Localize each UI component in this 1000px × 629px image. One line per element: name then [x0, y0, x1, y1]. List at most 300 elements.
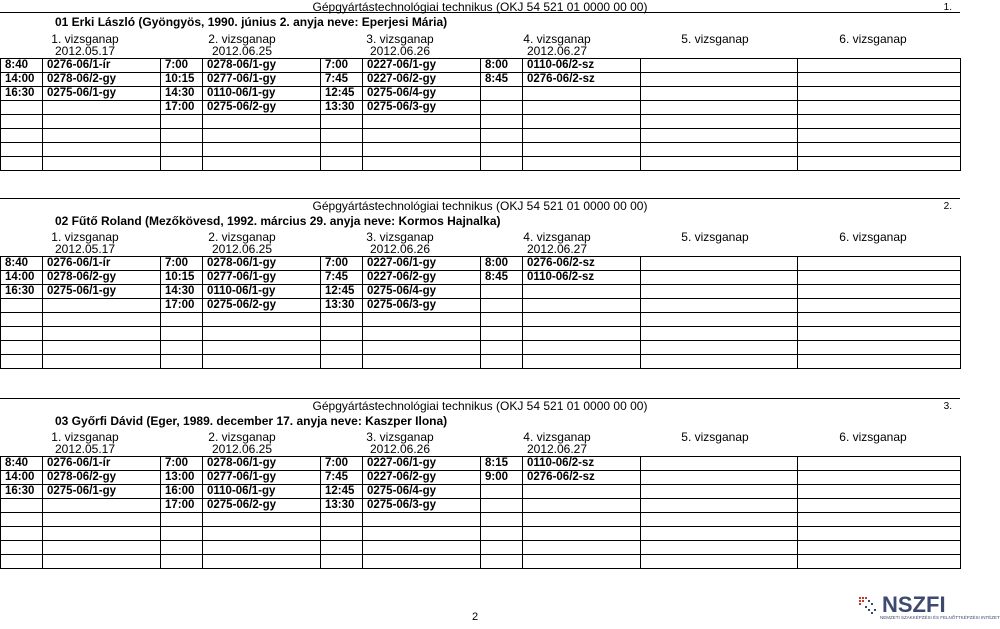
- module-cell: [203, 157, 321, 171]
- divider: [0, 198, 960, 199]
- exam-block: [0, 193, 960, 380]
- exam-day-label: 4. vizsganap: [523, 32, 591, 46]
- module-cell: [798, 157, 961, 171]
- module-cell: [798, 101, 961, 115]
- time-cell: [481, 341, 523, 355]
- time-cell: [161, 513, 203, 527]
- time-cell: 7:00: [161, 457, 203, 471]
- module-cell: [43, 299, 161, 313]
- time-cell: [321, 555, 363, 569]
- module-cell: 0275-06/4-gy: [363, 485, 481, 499]
- time-cell: [641, 143, 798, 157]
- time-cell: [1, 143, 43, 157]
- module-cell: [523, 541, 641, 555]
- nszfi-logo: [858, 592, 1000, 624]
- module-cell: [43, 499, 161, 513]
- time-cell: [481, 285, 523, 299]
- table-row: [1, 327, 961, 341]
- student-name: 01 Erki László (Gyöngyös, 1990. június 2. anyja neve: Eperjesi Mária): [55, 15, 448, 29]
- module-cell: [798, 129, 961, 143]
- time-cell: [641, 257, 798, 271]
- table-row: [1, 457, 961, 471]
- module-cell: [798, 143, 961, 157]
- time-cell: 10:15: [161, 73, 203, 87]
- time-cell: [641, 299, 798, 313]
- time-cell: [641, 457, 798, 471]
- time-cell: [1, 499, 43, 513]
- module-cell: [363, 355, 481, 369]
- time-cell: 8:15: [481, 457, 523, 471]
- time-cell: [481, 157, 523, 171]
- time-cell: [161, 541, 203, 555]
- time-cell: [641, 555, 798, 569]
- module-cell: [798, 355, 961, 369]
- exam-day-date: 2012.06.27: [526, 242, 588, 256]
- time-cell: 8:40: [1, 59, 43, 73]
- module-cell: [523, 101, 641, 115]
- module-cell: 0278-06/1-gy: [203, 457, 321, 471]
- module-cell: [523, 355, 641, 369]
- module-cell: [798, 327, 961, 341]
- time-cell: [321, 115, 363, 129]
- time-cell: [641, 471, 798, 485]
- time-cell: 7:45: [321, 471, 363, 485]
- module-cell: 0275-06/1-gy: [43, 485, 161, 499]
- exam-day-label: 1. vizsganap: [51, 430, 119, 444]
- time-cell: [321, 355, 363, 369]
- block-number: 2.: [943, 201, 952, 212]
- module-cell: 0278-06/1-gy: [203, 59, 321, 73]
- module-cell: 0227-06/2-gy: [363, 471, 481, 485]
- module-cell: [203, 313, 321, 327]
- module-cell: 0275-06/1-gy: [43, 87, 161, 101]
- time-cell: [641, 87, 798, 101]
- divider: [0, 398, 960, 399]
- time-cell: [1, 327, 43, 341]
- time-cell: [641, 285, 798, 299]
- exam-day-label: 2. vizsganap: [208, 230, 276, 244]
- table-row: [1, 555, 961, 569]
- time-cell: [481, 527, 523, 541]
- time-cell: 16:30: [1, 285, 43, 299]
- module-cell: [798, 555, 961, 569]
- time-cell: [481, 87, 523, 101]
- time-cell: [481, 499, 523, 513]
- module-cell: [798, 513, 961, 527]
- exam-day-label: 1. vizsganap: [51, 230, 119, 244]
- time-cell: [641, 101, 798, 115]
- module-cell: [523, 499, 641, 513]
- time-cell: [481, 485, 523, 499]
- module-cell: [798, 271, 961, 285]
- module-cell: [363, 115, 481, 129]
- module-cell: 0276-06/2-sz: [523, 471, 641, 485]
- module-cell: [203, 341, 321, 355]
- time-cell: [321, 527, 363, 541]
- exam-day-label: 5. vizsganap: [681, 230, 749, 244]
- time-cell: [481, 143, 523, 157]
- module-cell: [798, 541, 961, 555]
- module-cell: 0227-06/2-gy: [363, 73, 481, 87]
- time-cell: [1, 341, 43, 355]
- module-cell: 0275-06/1-gy: [43, 285, 161, 299]
- table-row: [1, 313, 961, 327]
- time-cell: 14:00: [1, 73, 43, 87]
- time-cell: 7:45: [321, 271, 363, 285]
- module-cell: [798, 115, 961, 129]
- table-row: [1, 499, 961, 513]
- time-cell: [1, 129, 43, 143]
- module-cell: 0110-06/1-gy: [203, 485, 321, 499]
- module-cell: [43, 313, 161, 327]
- exam-day-date: 2012.05.17: [54, 442, 116, 456]
- exam-day-date: 2012.06.25: [211, 44, 273, 58]
- time-cell: 7:00: [321, 257, 363, 271]
- module-cell: 0276-06/2-sz: [523, 73, 641, 87]
- module-cell: [798, 485, 961, 499]
- module-cell: [363, 341, 481, 355]
- module-cell: [523, 115, 641, 129]
- time-cell: [641, 129, 798, 143]
- module-cell: [798, 471, 961, 485]
- time-cell: 13:30: [321, 299, 363, 313]
- time-cell: [161, 157, 203, 171]
- time-cell: 8:45: [481, 271, 523, 285]
- time-cell: 14:00: [1, 471, 43, 485]
- module-cell: [523, 285, 641, 299]
- module-cell: [798, 313, 961, 327]
- time-cell: [1, 115, 43, 129]
- table-row: [1, 257, 961, 271]
- time-cell: 17:00: [161, 299, 203, 313]
- time-cell: [481, 327, 523, 341]
- module-cell: [798, 341, 961, 355]
- module-cell: [523, 129, 641, 143]
- module-cell: 0275-06/2-gy: [203, 101, 321, 115]
- module-cell: [203, 327, 321, 341]
- time-cell: 17:00: [161, 101, 203, 115]
- module-cell: 0227-06/1-gy: [363, 257, 481, 271]
- schedule-table: [0, 456, 961, 569]
- exam-day-label: 5. vizsganap: [681, 430, 749, 444]
- time-cell: 8:00: [481, 257, 523, 271]
- module-cell: [43, 541, 161, 555]
- module-cell: [43, 555, 161, 569]
- exam-day-date: 2012.06.27: [526, 442, 588, 456]
- time-cell: [641, 327, 798, 341]
- module-cell: [363, 313, 481, 327]
- module-cell: 0110-06/1-gy: [203, 87, 321, 101]
- time-cell: [641, 541, 798, 555]
- table-row: [1, 271, 961, 285]
- time-cell: 8:00: [481, 59, 523, 73]
- time-cell: [1, 101, 43, 115]
- module-cell: 0275-06/2-gy: [203, 299, 321, 313]
- table-row: [1, 73, 961, 87]
- time-cell: [481, 541, 523, 555]
- time-cell: 7:00: [161, 257, 203, 271]
- time-cell: 8:40: [1, 257, 43, 271]
- exam-day-label: 4. vizsganap: [523, 230, 591, 244]
- module-cell: 0275-06/3-gy: [363, 101, 481, 115]
- time-cell: 7:45: [321, 73, 363, 87]
- module-cell: 0276-06/1-ír: [43, 59, 161, 73]
- exam-day-label: 6. vizsganap: [839, 230, 907, 244]
- time-cell: [641, 271, 798, 285]
- table-row: [1, 527, 961, 541]
- time-cell: [161, 313, 203, 327]
- time-cell: [641, 59, 798, 73]
- module-cell: [363, 327, 481, 341]
- module-cell: [43, 115, 161, 129]
- module-cell: [798, 87, 961, 101]
- module-cell: 0277-06/1-gy: [203, 471, 321, 485]
- page-number: 2: [472, 611, 479, 623]
- logo-subtitle: NEMZETI SZAKKÉPZÉSI ÉS FELNŐTTKÉPZÉSI INTÉZET: [880, 615, 1000, 620]
- module-cell: 0275-06/4-gy: [363, 285, 481, 299]
- qualification-title-text: Gépgyártástechnológiai technikus (OKJ 54 521 01 0000 00 00): [312, 199, 648, 213]
- time-cell: [161, 143, 203, 157]
- module-cell: [43, 157, 161, 171]
- module-cell: 0275-06/4-gy: [363, 87, 481, 101]
- time-cell: [641, 513, 798, 527]
- time-cell: 14:30: [161, 285, 203, 299]
- time-cell: 16:30: [1, 87, 43, 101]
- time-cell: [161, 129, 203, 143]
- block-number: 1.: [943, 2, 952, 13]
- time-cell: [481, 313, 523, 327]
- exam-day-label: 6. vizsganap: [839, 32, 907, 46]
- module-cell: [523, 157, 641, 171]
- qualification-title-text: Gépgyártástechnológiai technikus (OKJ 54 521 01 0000 00 00): [312, 399, 648, 413]
- module-cell: [203, 527, 321, 541]
- exam-day-label: 3. vizsganap: [366, 32, 434, 46]
- module-cell: [43, 143, 161, 157]
- table-row: [1, 485, 961, 499]
- module-cell: 0275-06/2-gy: [203, 499, 321, 513]
- module-cell: 0276-06/2-sz: [523, 257, 641, 271]
- table-row: [1, 143, 961, 157]
- module-cell: [523, 341, 641, 355]
- module-cell: 0276-06/1-ír: [43, 457, 161, 471]
- qualification-title: [0, 399, 960, 414]
- time-cell: [481, 355, 523, 369]
- module-cell: [523, 555, 641, 569]
- module-cell: [523, 87, 641, 101]
- table-row: [1, 299, 961, 313]
- exam-day-date: 2012.06.27: [526, 44, 588, 58]
- schedule-table: [0, 58, 961, 171]
- module-cell: 0278-06/1-gy: [203, 257, 321, 271]
- time-cell: [161, 527, 203, 541]
- exam-day-date: 2012.06.25: [211, 242, 273, 256]
- module-cell: 0278-06/2-gy: [43, 271, 161, 285]
- table-row: [1, 115, 961, 129]
- exam-day-date: 2012.05.17: [54, 44, 116, 58]
- module-cell: [43, 513, 161, 527]
- exam-day-label: 4. vizsganap: [523, 430, 591, 444]
- module-cell: [798, 59, 961, 73]
- exam-day-label: 2. vizsganap: [208, 32, 276, 46]
- exam-day-date: 2012.06.26: [369, 44, 431, 58]
- time-cell: [481, 101, 523, 115]
- module-cell: [43, 129, 161, 143]
- module-cell: [523, 143, 641, 157]
- exam-day-date: 2012.06.26: [369, 242, 431, 256]
- time-cell: 12:45: [321, 485, 363, 499]
- exam-day-label: 1. vizsganap: [51, 32, 119, 46]
- schedule-table: [0, 256, 961, 369]
- qualification-title: [0, 199, 960, 214]
- student-name: 03 Győrfi Dávid (Eger, 1989. december 17. anyja neve: Kaszper Ilona): [55, 414, 448, 428]
- time-cell: [641, 527, 798, 541]
- time-cell: [321, 157, 363, 171]
- module-cell: [43, 527, 161, 541]
- module-cell: [43, 355, 161, 369]
- table-row: [1, 541, 961, 555]
- module-cell: [43, 341, 161, 355]
- time-cell: [321, 143, 363, 157]
- module-cell: [798, 73, 961, 87]
- module-cell: [798, 299, 961, 313]
- time-cell: [1, 555, 43, 569]
- exam-day-label: 3. vizsganap: [366, 430, 434, 444]
- module-cell: 0110-06/1-gy: [203, 285, 321, 299]
- module-cell: [203, 541, 321, 555]
- module-cell: [363, 541, 481, 555]
- module-cell: 0275-06/3-gy: [363, 499, 481, 513]
- time-cell: [1, 541, 43, 555]
- time-cell: [161, 115, 203, 129]
- time-cell: [161, 327, 203, 341]
- nszfi-emblem-icon: [858, 594, 880, 618]
- module-cell: [363, 129, 481, 143]
- table-row: [1, 513, 961, 527]
- module-cell: 0277-06/1-gy: [203, 271, 321, 285]
- table-row: [1, 341, 961, 355]
- module-cell: [798, 257, 961, 271]
- time-cell: [481, 513, 523, 527]
- time-cell: [1, 157, 43, 171]
- time-cell: [641, 157, 798, 171]
- module-cell: [523, 485, 641, 499]
- time-cell: [321, 513, 363, 527]
- module-cell: [523, 313, 641, 327]
- module-cell: [523, 299, 641, 313]
- time-cell: 17:00: [161, 499, 203, 513]
- table-row: [1, 59, 961, 73]
- time-cell: [481, 129, 523, 143]
- time-cell: 14:00: [1, 271, 43, 285]
- time-cell: [321, 313, 363, 327]
- module-cell: 0276-06/1-ír: [43, 257, 161, 271]
- exam-day-label: 2. vizsganap: [208, 430, 276, 444]
- module-cell: [203, 555, 321, 569]
- time-cell: [321, 541, 363, 555]
- time-cell: [641, 313, 798, 327]
- time-cell: [161, 355, 203, 369]
- time-cell: 7:00: [161, 59, 203, 73]
- time-cell: 7:00: [321, 457, 363, 471]
- module-cell: [203, 513, 321, 527]
- table-row: [1, 471, 961, 485]
- table-row: [1, 355, 961, 369]
- module-cell: [523, 513, 641, 527]
- module-cell: [203, 115, 321, 129]
- time-cell: 10:15: [161, 271, 203, 285]
- table-row: [1, 285, 961, 299]
- time-cell: [321, 327, 363, 341]
- time-cell: [641, 115, 798, 129]
- module-cell: [523, 327, 641, 341]
- module-cell: 0110-06/2-sz: [523, 59, 641, 73]
- time-cell: [321, 341, 363, 355]
- time-cell: [641, 355, 798, 369]
- time-cell: [641, 73, 798, 87]
- time-cell: [161, 341, 203, 355]
- module-cell: 0227-06/1-gy: [363, 59, 481, 73]
- exam-block: [0, 393, 960, 580]
- table-row: [1, 129, 961, 143]
- time-cell: 8:45: [481, 73, 523, 87]
- time-cell: [481, 115, 523, 129]
- time-cell: 12:45: [321, 87, 363, 101]
- module-cell: 0110-06/2-sz: [523, 271, 641, 285]
- time-cell: 9:00: [481, 471, 523, 485]
- table-row: [1, 87, 961, 101]
- exam-day-date: 2012.05.17: [54, 242, 116, 256]
- module-cell: [798, 457, 961, 471]
- module-cell: 0278-06/2-gy: [43, 471, 161, 485]
- time-cell: 8:40: [1, 457, 43, 471]
- time-cell: [1, 527, 43, 541]
- time-cell: [321, 129, 363, 143]
- module-cell: 0227-06/1-gy: [363, 457, 481, 471]
- exam-day-label: 5. vizsganap: [681, 32, 749, 46]
- time-cell: 13:30: [321, 499, 363, 513]
- time-cell: [481, 299, 523, 313]
- time-cell: [641, 341, 798, 355]
- module-cell: [203, 129, 321, 143]
- table-row: [1, 157, 961, 171]
- time-cell: [641, 485, 798, 499]
- module-cell: 0275-06/3-gy: [363, 299, 481, 313]
- module-cell: 0278-06/2-gy: [43, 73, 161, 87]
- time-cell: [161, 555, 203, 569]
- module-cell: [43, 327, 161, 341]
- module-cell: [798, 527, 961, 541]
- time-cell: 14:30: [161, 87, 203, 101]
- time-cell: 13:30: [321, 101, 363, 115]
- time-cell: [1, 355, 43, 369]
- block-number: 3.: [943, 401, 952, 412]
- time-cell: [1, 313, 43, 327]
- time-cell: [481, 555, 523, 569]
- module-cell: [203, 143, 321, 157]
- module-cell: [363, 143, 481, 157]
- module-cell: [798, 499, 961, 513]
- student-name: 02 Fűtő Roland (Mezőkövesd, 1992. március 29. anyja neve: Kormos Hajnalka): [55, 214, 501, 228]
- time-cell: 13:00: [161, 471, 203, 485]
- module-cell: 0227-06/2-gy: [363, 271, 481, 285]
- module-cell: [43, 101, 161, 115]
- exam-day-label: 3. vizsganap: [366, 230, 434, 244]
- exam-day-date: 2012.06.25: [211, 442, 273, 456]
- module-cell: [363, 527, 481, 541]
- divider: [0, 12, 960, 13]
- module-cell: [363, 513, 481, 527]
- exam-day-label: 6. vizsganap: [839, 430, 907, 444]
